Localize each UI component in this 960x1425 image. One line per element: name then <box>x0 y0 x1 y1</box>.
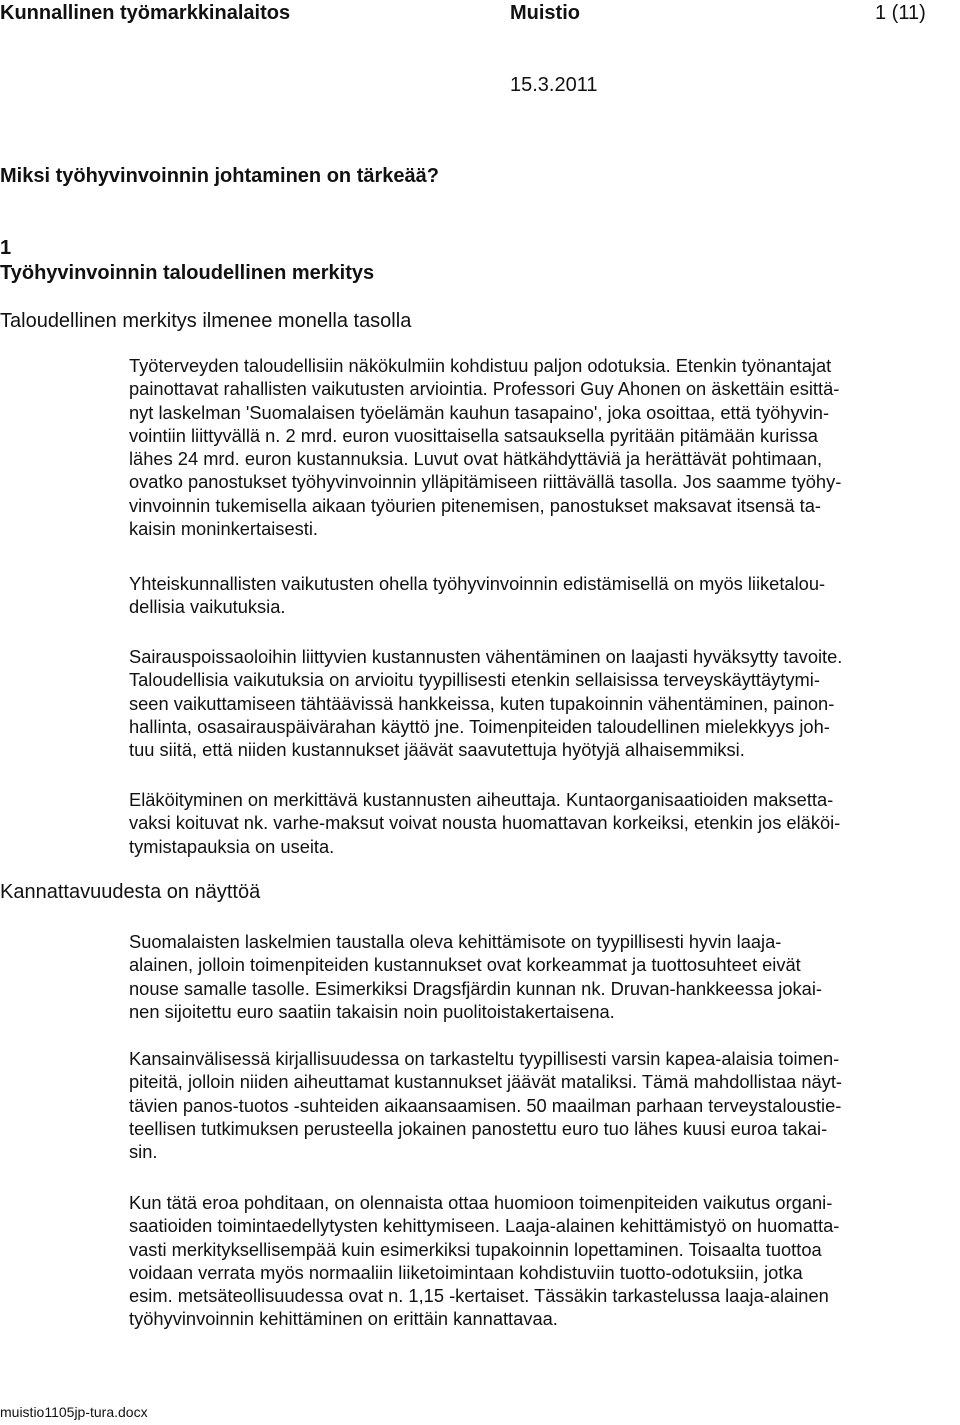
paragraph-line: Kansainvälisessä kirjallisuudessa on tarkasteltu tyypillisesti varsin kapea-alaisia toimen- <box>129 1048 840 1069</box>
paragraph-5 <box>129 930 949 1023</box>
paragraph-line: työhyvinvoinnin kehittäminen on erittäin kannattavaa. <box>129 1308 558 1330</box>
paragraph-2 <box>129 572 949 619</box>
paragraph-line: vasti merkityksellisempää kuin esimerkiksi tupakoinnin lopettaminen. Toisaalta tuottoa <box>129 1238 822 1260</box>
paragraph-line: Eläköityminen on merkittävä kustannusten aiheuttaja. Kuntaorganisaatioiden maksetta- <box>129 789 834 810</box>
paragraph-3 <box>129 645 949 761</box>
paragraph-line: vointiin liittyvällä n. 2 mrd. euron vuosittaisella satsauksella pyritään pitämään kurissa <box>129 424 818 446</box>
paragraph-line: hallinta, osasairauspäivärahan käyttö jne. Toimenpiteiden taloudellinen mielekkyys joh- <box>129 715 830 737</box>
side-heading-economic-meaning: Taloudellinen merkitys ilmenee monella tasolla <box>0 310 412 332</box>
paragraph-line: voidaan verrata myös normaaliin liiketoimintaan kohdistuviin tuotto-odotuksiin, jotka <box>129 1261 803 1283</box>
paragraph-line: teellisen tutkimuksen perusteella jokainen panostettu euro tuo lähes kuusi euroa takai- <box>129 1117 828 1139</box>
paragraph-line: nen sijoitettu euro saatiin takaisin noin puolitoistakertaisena. <box>129 1000 615 1022</box>
header-doc-type: Muistio <box>510 2 580 24</box>
paragraph-line: sin. <box>129 1141 158 1163</box>
paragraph-4 <box>129 788 949 858</box>
side-heading-profitability: Kannattavuudesta on näyttöä <box>0 881 261 903</box>
paragraph-1 <box>129 354 949 540</box>
paragraph-line: tävien panos-tuotos -suhteiden aikaansaamisen. 50 maailman parhaan terveystaloustie- <box>129 1094 842 1116</box>
paragraph-line: Kun tätä eroa pohditaan, on olennaista ottaa huomioon toimenpiteiden vaikutus organi- <box>129 1192 833 1213</box>
paragraph-line: kaisin moninkertaisesti. <box>129 518 318 540</box>
paragraph-line: seen vaikuttamiseen tähtäävissä hankkeissa, kuten tupakoinnin vähentäminen, painon- <box>129 692 835 714</box>
page-title: Miksi työhyvinvoinnin johtaminen on tärkeää? <box>0 165 439 187</box>
section-number: 1 <box>0 237 12 259</box>
paragraph-line: Sairauspoissaoloihin liittyvien kustannusten vähentäminen on laajasti hyväksytty tavoite. <box>129 646 843 667</box>
paragraph-line: alainen, jolloin toimenpiteiden kustannukset ovat korkeammat ja tuottosuhteet eivät <box>129 954 801 976</box>
paragraph-line: ovatko panostukset työhyvinvoinnin ylläpitämiseen riittävällä tasolla. Jos saamme työhy- <box>129 471 842 493</box>
paragraph-line: vaksi koituvat nk. varhe-maksut voivat nousta huomattavan korkeiksi, etenkin jos eläköi- <box>129 812 841 834</box>
paragraph-7 <box>129 1191 949 1331</box>
paragraph-line: Työterveyden taloudellisiin näkökulmiin kohdistuu paljon odotuksia. Etenkin työnantajat <box>129 355 832 376</box>
paragraph-line: piteitä, jolloin niiden aiheuttamat kustannukset jäävät mataliksi. Tämä mahdollistaa näyt- <box>129 1071 843 1093</box>
paragraph-line: nyt laskelman 'Suomalaisen työelämän kauhun tasapaino', joka osoittaa, että työhyvin- <box>129 401 830 423</box>
paragraph-line: Yhteiskunnallisten vaikutusten ohella työhyvinvoinnin edistämisellä on myös liiketalou- <box>129 573 826 594</box>
header-page-number: 1 (11) <box>875 2 926 24</box>
header-organization: Kunnallinen työmarkkinalaitos <box>0 2 291 24</box>
paragraph-line: tymistapauksia on useita. <box>129 835 335 857</box>
paragraph-line: dellisia vaikutuksia. <box>129 596 286 618</box>
paragraph-line: Suomalaisten laskelmien taustalla oleva kehittämisote on tyypillisesti hyvin laaja- <box>129 931 782 952</box>
paragraph-line: nouse samalle tasolle. Esimerkiksi Dragsfjärdin kunnan nk. Druvan-hankkeessa jokai- <box>129 977 822 999</box>
paragraph-line: tuu siitä, että niiden kustannukset jäävät saavutettuja hyötyjä alhaisemmiksi. <box>129 739 745 761</box>
paragraph-6 <box>129 1047 949 1163</box>
header-date: 15.3.2011 <box>510 74 598 96</box>
paragraph-line: painottavat rahallisten vaikutusten arviointia. Professori Guy Ahonen on äskettäin esittä- <box>129 378 840 400</box>
footer-filename: muistio1105jp-tura.docx <box>0 1404 148 1420</box>
paragraph-line: esim. metsäteollisuudessa ovat n. 1,15 -kertaiset. Tässäkin tarkastelussa laaja-alainen <box>129 1285 829 1307</box>
paragraph-line: lähes 24 mrd. euron kustannuksia. Luvut ovat hätkähdyttäviä ja herättävät pohtimaan, <box>129 448 823 470</box>
paragraph-line: saatioiden toimintaedellytysten kehittymiseen. Laaja-alainen kehittämistyö on huomatta- <box>129 1215 840 1237</box>
section-heading: Työhyvinvoinnin taloudellinen merkitys <box>0 262 375 284</box>
paragraph-line: vinvoinnin tukemisella aikaan työurien pitenemisen, panostukset maksavat itsensä ta- <box>129 494 822 516</box>
paragraph-line: Taloudellisia vaikutuksia on arvioitu tyypillisesti etenkin sellaisissa terveyskäyttäytymi- <box>129 669 820 691</box>
